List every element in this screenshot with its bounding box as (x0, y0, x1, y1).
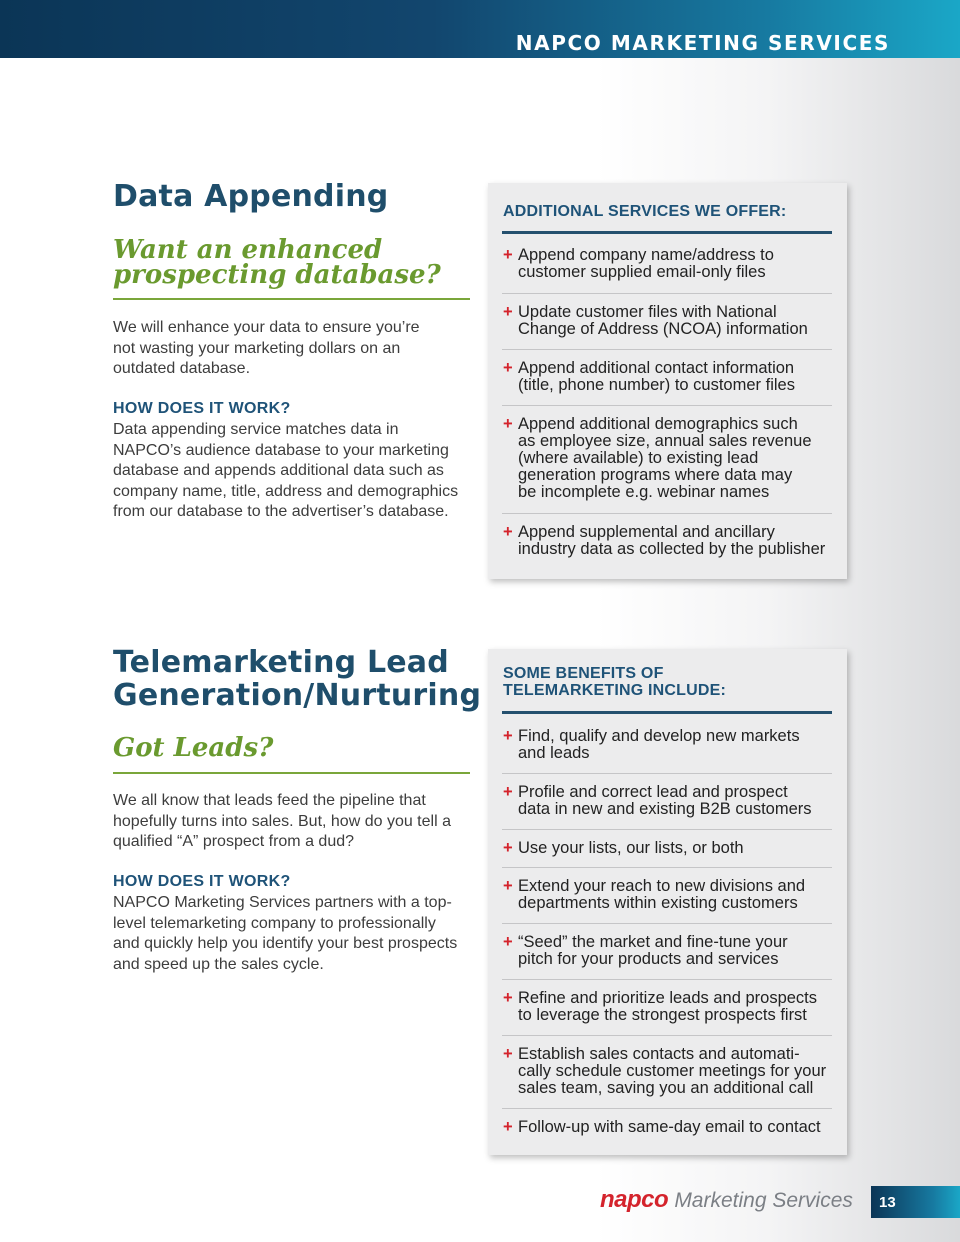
benefits-heading: SOME BENEFITS OF TELEMARKETING INCLUDE: (503, 665, 727, 699)
plus-icon: + (503, 989, 513, 1007)
list-item: + Append company name/address to customer supplied email-only files (502, 247, 832, 294)
benefits-panel (488, 649, 847, 1155)
additional-services-list (502, 247, 832, 564)
plus-icon: + (503, 933, 513, 951)
additional-services-panel (488, 183, 847, 579)
logo-brand: napco (600, 1186, 669, 1213)
data-appending-how-text: Data appending service matches data in NAPCO’s audience database to your marketing database and appends additional data such as company name, title, address and demographics from our database to the advertiser’s database. (113, 421, 459, 520)
telemarketing-how-text: NAPCO Marketing Services partners with a top- level telemarketing company to professionally and quickly help you identify your best prospects and speed up the sales cycle. (113, 894, 458, 973)
plus-icon: + (503, 523, 513, 541)
benefits-rule (502, 711, 832, 714)
plus-icon: + (503, 359, 513, 377)
data-appending-intro: We will enhance your data to ensure you’re not wasting your marketing dollars on an outdated database. (113, 319, 420, 377)
plus-icon: + (503, 877, 513, 895)
additional-services-heading: ADDITIONAL SERVICES WE OFFER: (503, 203, 787, 220)
plus-icon: + (503, 303, 513, 321)
plus-icon: + (503, 415, 513, 433)
list-item: + Append supplemental and ancillary industry data as collected by the publisher (503, 523, 826, 558)
list-item: + “Seed” the market and fine-tune your pitch for your products and services (502, 924, 832, 980)
logo-subtitle: Marketing Services (674, 1189, 853, 1212)
page-number: 13 (879, 1194, 896, 1211)
plus-icon: + (503, 839, 513, 857)
data-appending-title: Data Appending (113, 179, 389, 214)
list-item: + Find, qualify and develop new markets and leads (502, 728, 832, 774)
list-item: + Append additional contact information (title, phone number) to customer files (502, 350, 832, 406)
list-item: + Refine and prioritize leads and prospects to leverage the strongest prospects first (502, 980, 832, 1036)
additional-services-rule (502, 231, 832, 234)
plus-icon: + (503, 727, 513, 745)
plus-icon: + (503, 783, 513, 801)
benefits-list (502, 728, 832, 1145)
list-item: + Establish sales contacts and automati- cally schedule customer meetings for your sales team, saving you an additional call (502, 1036, 832, 1109)
napco-logo (600, 1186, 853, 1214)
list-item: + Update customer files with National Change of Address (NCOA) information (502, 294, 832, 350)
plus-icon: + (503, 1045, 513, 1063)
list-item: + Use your lists, our lists, or both (502, 830, 832, 868)
list-item: + Append additional demographics such as employee size, annual sales revenue (where available) to existing lead generation programs where data may be incomplete e.g. webinar names (502, 406, 832, 514)
data-appending-divider (113, 298, 470, 300)
telemarketing-how-heading: HOW DOES IT WORK? (113, 873, 291, 890)
data-appending-how-heading: HOW DOES IT WORK? (113, 400, 291, 417)
plus-icon: + (503, 1118, 513, 1136)
telemarketing-title: Telemarketing Lead Generation/Nurturing (113, 645, 482, 713)
list-item: + Follow-up with same-day email to contact (503, 1118, 821, 1136)
telemarketing-divider (113, 772, 470, 774)
header-band (0, 0, 960, 58)
page-number-tab (871, 1186, 960, 1218)
data-appending-tagline: Want an enhanced prospecting database? (113, 235, 441, 290)
list-item: + Extend your reach to new divisions and departments within existing customers (502, 868, 832, 924)
telemarketing-tagline: Got Leads? (113, 733, 274, 763)
plus-icon: + (503, 246, 513, 264)
header-title: NAPCO MARKETING SERVICES (515, 31, 890, 55)
telemarketing-intro: We all know that leads feed the pipeline that hopefully turns into sales. But, how do you tell a qualified “A” prospect from a dud? (113, 792, 451, 850)
list-item: + Profile and correct lead and prospect data in new and existing B2B customers (502, 774, 832, 830)
